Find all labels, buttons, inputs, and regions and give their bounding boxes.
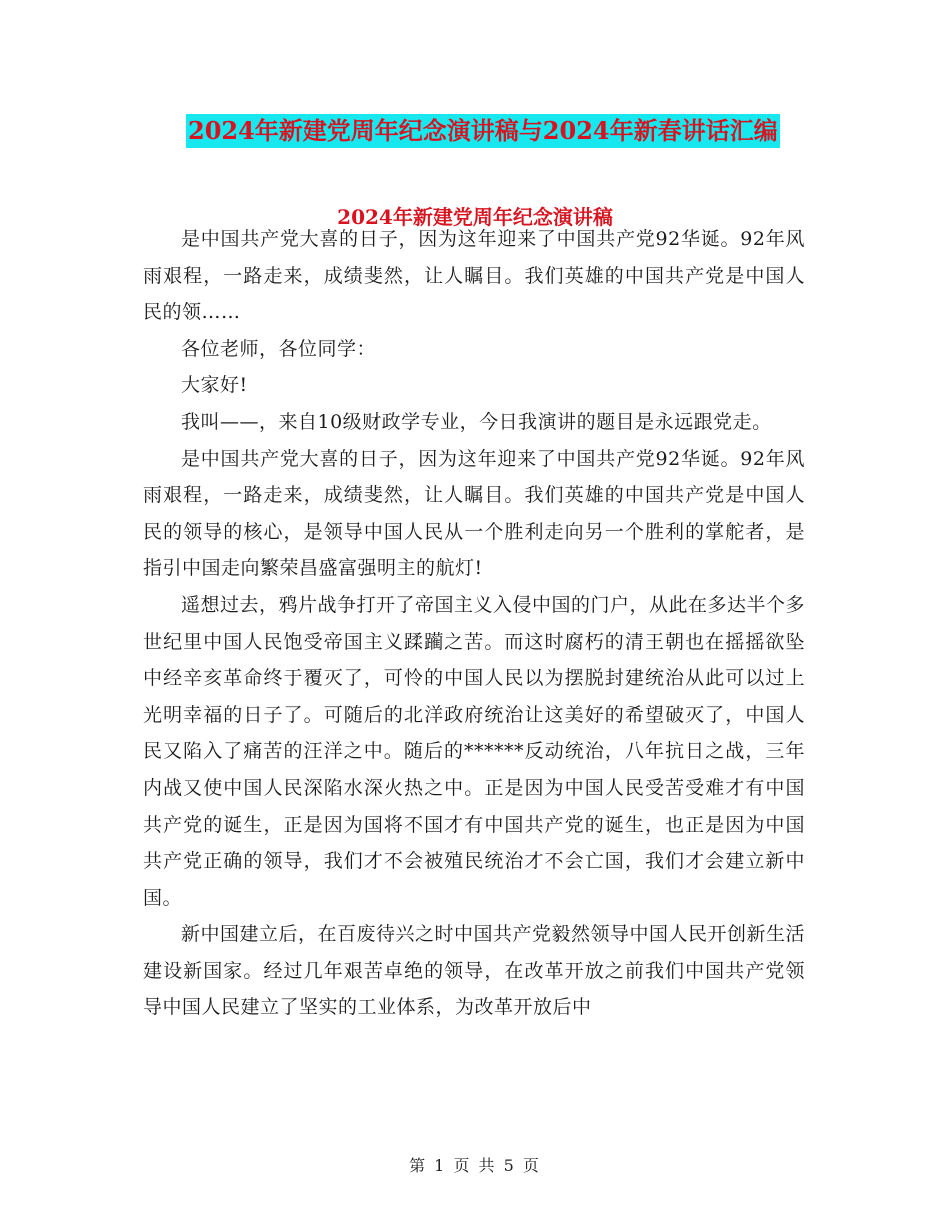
document-title: 2024年新建党周年纪念演讲稿与2024年新春讲话汇编 [186,114,780,148]
paragraph: 新中国建立后，在百废待兴之时中国共产党毅然领导中国人民开创新生活建设新国家。经过几年艰苦卓绝的领导，在改革开放之前我们中国共产党领导中国人民建立了坚实的工业体系，为改革开放后中 [143,923,806,1019]
paragraph: 是中国共产党大喜的日子，因为这年迎来了中国共产党92华诞。92年风雨艰程，一路走来，成绩斐然，让人瞩目。我们英雄的中国共产党是中国人民的领…… [143,228,805,324]
paragraph: 我叫——，来自10级财政学专业，今日我演讲的题目是永远跟党走。 [181,410,772,433]
paragraph: 遥想过去，鸦片战争打开了帝国主义入侵中国的门户，从此在多达半个多世纪里中国人民饱受帝国主义蹂躏之苦。而这时腐朽的清王朝也在摇摇欲坠中经辛亥革命终于覆灭了，可怜的中国人民以为摆脱封建统治从此可以过上光明幸福的日子了。可随后的北洋政府统治让这美好的希望破灭了，中国人民又陷入了痛苦的汪洋之中。随后的******反动统治，八年抗日之战，三年内战又使中国人民深陷水深火热之中。正是因为中国人民受苦受难才有中国共产党的诞生，正是因为国将不国才有中国共产党的诞生，也正是因为中国共产党正确的领导，我们才不会被殖民统治才不会亡国，我们才会建立新中国。 [143,593,806,909]
paragraph: 各位老师，各位同学： [181,337,377,360]
paragraph: 大家好! [181,374,248,397]
paragraph: 是中国共产党大喜的日子，因为这年迎来了中国共产党92华诞。92年风雨艰程，一路走来，成绩斐然，让人瞩目。我们英雄的中国共产党是中国人民的领导的核心，是领导中国人民从一个胜利走向另一个胜利的掌舵者，是指引中国走向繁荣昌盛富强明主的航灯! [143,447,805,580]
section-title: 2024年新建党周年纪念演讲稿 [337,205,613,229]
page-footer: 第 1 页 共 5 页 [409,1156,541,1175]
body-text [143,221,805,1026]
